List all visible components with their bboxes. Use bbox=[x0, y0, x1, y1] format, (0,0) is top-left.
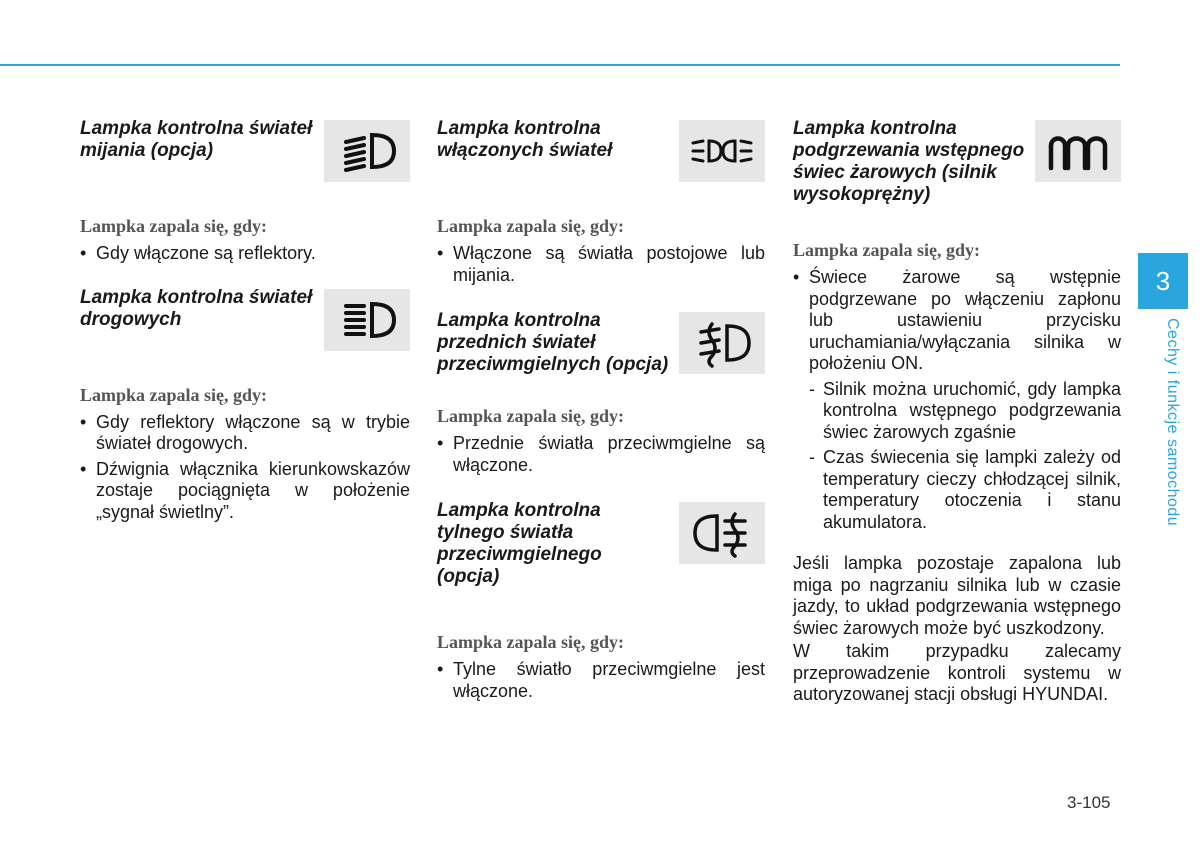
column-3 bbox=[793, 118, 1121, 706]
lamp-on-heading: Lampka zapala się, gdy: bbox=[80, 384, 268, 405]
lamp-on-heading: Lampka zapala się, gdy: bbox=[437, 632, 625, 652]
sub-list-item: - Silnik można uruchomić, gdy lampka kontrolna wstępnego podgrzewania świec żarowych zgaśnie bbox=[809, 379, 1121, 444]
section-high-beam bbox=[80, 287, 410, 351]
sub-list-item: - Czas świecenia się lampki zależy od temperatury cieczy chłodzącej silnik, temperatury otoczenia i stanu akumulatora. bbox=[809, 447, 1121, 533]
section-title: Lampka kontrolna świateł mijania (opcja) bbox=[80, 118, 313, 161]
section-rear-fog bbox=[437, 500, 765, 588]
column-1 bbox=[80, 118, 410, 527]
section-title: Lampka kontrolna świateł drogowych bbox=[80, 286, 313, 330]
lamp-on-heading: Lampka zapala się, gdy: bbox=[437, 216, 625, 236]
section-title: Lampka kontrolna podgrzewania wstępnego świec żarowych (silnik wysokoprężny) bbox=[793, 118, 1025, 205]
section-title: Lampka kontrolna tylnego światła przeciwmgielnego (opcja) bbox=[437, 500, 602, 587]
chapter-title: Cechy i funkcje samochodu bbox=[1164, 318, 1181, 527]
column-2 bbox=[437, 118, 765, 706]
rear-fog-light-icon bbox=[679, 502, 765, 564]
bullet-list bbox=[437, 659, 765, 702]
list-item: • Gdy reflektory włączone są w trybie świateł drogowych. bbox=[80, 412, 410, 455]
page-number: 3-105 bbox=[1067, 793, 1111, 812]
section-low-beam bbox=[80, 118, 410, 182]
section-title: Lampka kontrolna przednich świateł przeciwmgielnych (opcja) bbox=[437, 310, 669, 375]
list-item: • Przednie światła przeciwmgielne są włączone. bbox=[437, 433, 765, 476]
glow-plug-icon bbox=[1035, 120, 1121, 182]
list-item: • Tylne światło przeciwmgielne jest włączone. bbox=[437, 659, 765, 702]
section-parking-lights bbox=[437, 118, 765, 182]
bullet-list bbox=[80, 243, 410, 265]
lamp-on-heading: Lampka zapala się, gdy: bbox=[437, 406, 625, 426]
bullet-list bbox=[437, 243, 765, 286]
list-item: • Włączone są światła postojowe lub mijania. bbox=[437, 243, 765, 286]
chapter-number-tab: 3 bbox=[1138, 253, 1188, 309]
bullet-list bbox=[793, 267, 1121, 533]
section-glow-plug bbox=[793, 118, 1121, 208]
list-item-text: Świece żarowe są wstępnie podgrzewane po włączeniu zapłonu lub ustawieniu przycisku uruchamiania/wyłączania silnika w położeniu ON. bbox=[809, 267, 1121, 373]
section-title: Lampka kontrolna włączonych świateł bbox=[437, 118, 613, 161]
lamp-on-heading: Lampka zapala się, gdy: bbox=[80, 216, 268, 236]
list-item: • Dźwignia włącznika kierunkowskazów zostaje pociągnięta w położenie „sygnał świetlny”. bbox=[80, 459, 410, 524]
list-item bbox=[793, 267, 1121, 533]
paragraph-warning: Jeśli lampka pozostaje zapalona lub miga po nagrzaniu silnika lub w czasie jazdy, to układ podgrzewania wstępnego świec żarowych może być uszkodzony. bbox=[793, 553, 1121, 638]
header-rule bbox=[0, 64, 1120, 66]
paragraph-recommendation: W takim przypadku zalecamy przeprowadzenie kontroli systemu w autoryzowanej stacji obsługi HYUNDAI. bbox=[793, 641, 1121, 704]
bullet-list bbox=[437, 433, 765, 476]
parking-light-icon bbox=[679, 120, 765, 182]
high-beam-icon bbox=[324, 289, 410, 351]
front-fog-light-icon bbox=[679, 312, 765, 374]
sub-list bbox=[809, 379, 1121, 534]
section-front-fog bbox=[437, 310, 765, 376]
list-item: • Gdy włączone są reflektory. bbox=[80, 243, 410, 265]
low-beam-icon bbox=[324, 120, 410, 182]
bullet-list bbox=[80, 412, 410, 524]
lamp-on-heading: Lampka zapala się, gdy: bbox=[793, 240, 981, 260]
